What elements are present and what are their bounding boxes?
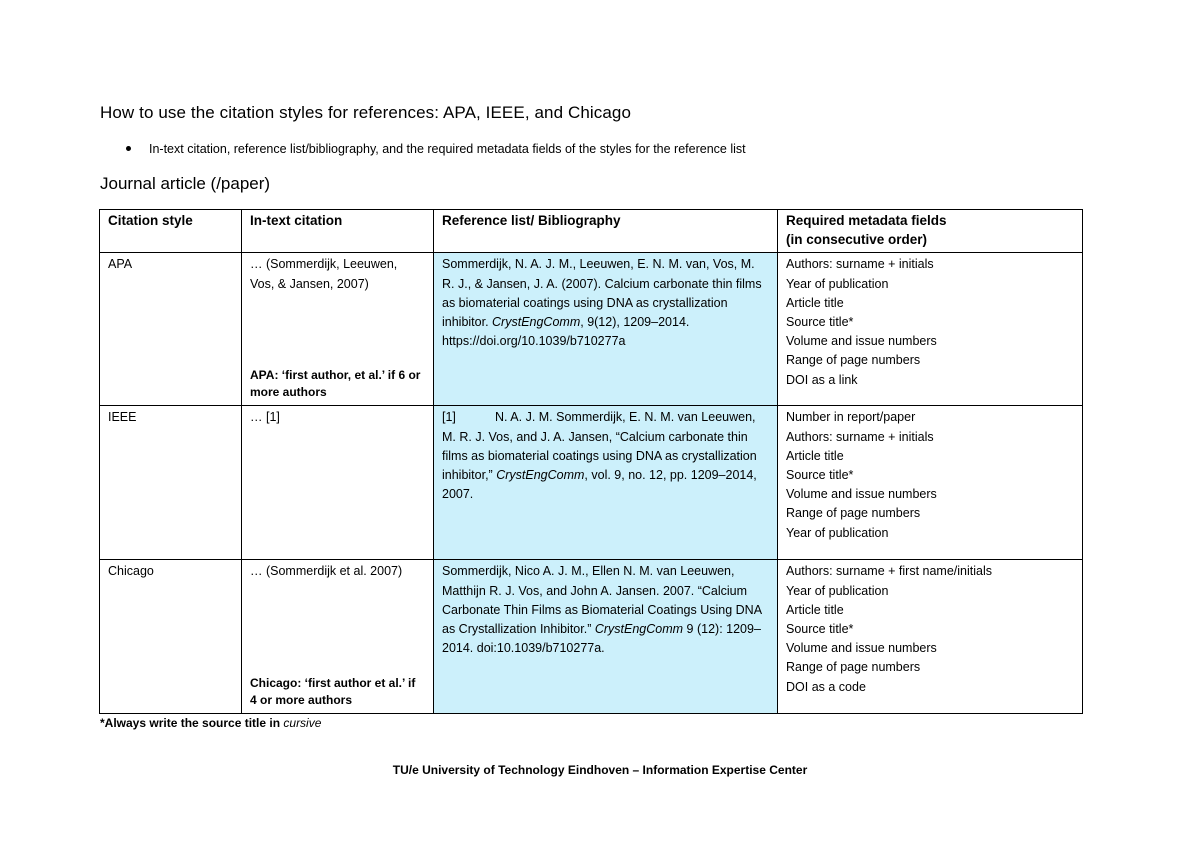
ieee-ref-pre: N. A. J. M. Sommerdijk, E. N. M. van Leeuwen, M. R. J. Vos, and J. A. Jansen, “Calcium carbonate thin films as biomaterial coatings using DNA as crystallization inhibitor,” (442, 410, 757, 483)
chicago-field: Volume and issue numbers (786, 641, 937, 656)
apa-fields (778, 253, 1083, 406)
footnote-text: *Always write the source title in (100, 716, 284, 730)
table-row-chicago (100, 560, 1083, 714)
footnote (100, 716, 321, 730)
chicago-in-text: … (Sommerdijk et al. 2007) (250, 564, 403, 579)
apa-reference (434, 253, 778, 406)
apa-in-text: … (Sommerdijk, Leeuwen, Vos, & Jansen, 2007) (250, 257, 398, 291)
table-row-ieee (100, 406, 1083, 560)
page-footer: TU/e University of Technology Eindhoven – Information Expertise Center (392, 763, 808, 777)
ieee-reference (434, 406, 778, 560)
page-title: How to use the citation styles for references: APA, IEEE, and Chicago (100, 103, 632, 122)
chicago-field: Year of publication (786, 583, 889, 598)
header-reference: Reference list/ Bibliography (434, 210, 778, 253)
chicago-reference (434, 560, 778, 714)
header-metadata-line2: (in consecutive order) (786, 232, 928, 248)
chicago-ref-pre: Sommerdijk, Nico A. J. M., Ellen N. M. van Leeuwen, Matthijn R. J. Vos, and John A. Jansen. 2007. “Calcium Carbonate Thin Films as Biomaterial Coatings Using DNA as Crystallization Inhibitor.” (442, 564, 762, 637)
apa-field: Year of publication (786, 276, 889, 291)
chicago-note: Chicago: ‘first author et al.’ if 4 or more authors (250, 676, 416, 708)
chicago-fields (778, 560, 1083, 714)
chicago-field: Authors: surname + first name/initials (786, 564, 992, 579)
apa-note: APA: ‘first author, et al.’ if 6 or more authors (250, 368, 421, 400)
apa-field: Article title (786, 295, 844, 310)
bullet-item (126, 142, 746, 156)
ieee-field: Number in report/paper (786, 410, 916, 425)
chicago-field: DOI as a code (786, 679, 866, 694)
chicago-style: Chicago (100, 560, 242, 714)
apa-style: APA (100, 253, 242, 406)
chicago-ref-source: CrystEngComm (594, 622, 684, 637)
table-header-row (100, 210, 1083, 253)
citation-table (99, 209, 1083, 714)
ieee-field: Range of page numbers (786, 506, 921, 521)
apa-field: Authors: surname + initials (786, 257, 934, 272)
ieee-in-text: … [1] (242, 406, 434, 560)
header-citation-style: Citation style (100, 210, 242, 253)
table-row-apa (100, 253, 1083, 406)
apa-field: Source title* (786, 315, 854, 330)
footnote-italic: cursive (283, 716, 322, 730)
apa-ref-source: CrystEngComm (492, 315, 581, 330)
bullet-text: In-text citation, reference list/bibliography, and the required metadata fields of the styles for the reference list (149, 142, 746, 156)
header-metadata (778, 210, 1083, 253)
chicago-ref-post: 9 (12): 1209–2014. doi:10.1039/b710277a. (442, 622, 761, 656)
header-in-text: In-text citation (242, 210, 434, 253)
section-title: Journal article (/paper) (100, 174, 271, 193)
chicago-field: Source title* (786, 622, 854, 637)
apa-field: Volume and issue numbers (786, 334, 937, 349)
header-metadata-line1: Required metadata fields (786, 213, 947, 228)
ieee-ref-num: [1] (442, 410, 456, 425)
ieee-field: Article title (786, 448, 844, 463)
apa-ref-pre: Sommerdijk, N. A. J. M., Leeuwen, E. N. M. van, Vos, M. R. J., & Jansen, J. A. (2007). Calcium carbonate thin films as biomaterial coatings using DNA as crystallization inhibitor. (442, 257, 762, 330)
bullet-icon (126, 146, 131, 151)
ieee-field: Source title* (786, 468, 854, 483)
apa-in-text-cell (242, 253, 434, 406)
apa-ref-post: , 9(12), 1209–2014. https://doi.org/10.1039/b710277a (442, 315, 690, 349)
chicago-in-text-cell (242, 560, 434, 714)
ieee-field: Authors: surname + initials (786, 429, 934, 444)
apa-field: Range of page numbers (786, 353, 921, 368)
ieee-ref-post: , vol. 9, no. 12, pp. 1209–2014, 2007. (442, 468, 757, 502)
ieee-field: Year of publication (786, 525, 889, 540)
chicago-field: Article title (786, 602, 844, 617)
ieee-ref-source: CrystEngComm (496, 468, 585, 483)
ieee-field: Volume and issue numbers (786, 487, 937, 502)
ieee-style: IEEE (100, 406, 242, 560)
ieee-fields (778, 406, 1083, 560)
chicago-field: Range of page numbers (786, 660, 921, 675)
apa-field: DOI as a link (786, 372, 858, 387)
